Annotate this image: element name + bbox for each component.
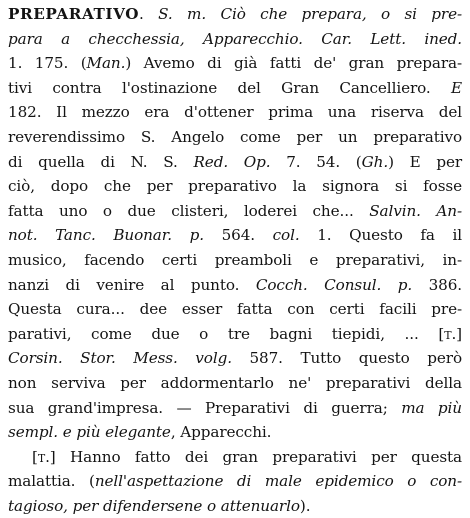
entry-line xyxy=(8,2,462,27)
text-run: fatta uno o due clisteri, loderei che... xyxy=(8,201,370,220)
entry-line xyxy=(8,420,462,445)
entry-line xyxy=(8,371,462,396)
small-caps-run: t. xyxy=(37,447,50,466)
text-run: malattia. ( xyxy=(8,472,95,491)
entry-line xyxy=(8,322,462,347)
entry-line xyxy=(8,150,462,175)
entry-line xyxy=(8,297,462,322)
italic-run: col. xyxy=(272,226,300,245)
italic-run: S. m. Ciò che prepara, o si pre- xyxy=(158,5,462,23)
text-run: 7. 54. ( xyxy=(270,152,362,171)
text-run: 587. Tutto questo però xyxy=(231,349,462,368)
italic-run: Man. xyxy=(86,54,126,73)
text-run: ). xyxy=(299,496,311,515)
italic-run: Salvin. An- xyxy=(369,201,462,220)
text-run: 564. xyxy=(203,226,273,245)
entry-line xyxy=(8,199,462,224)
italic-run: ma più xyxy=(401,398,462,417)
italic-run: nell'aspettazione di male epidemico o con- xyxy=(94,472,462,491)
entry-line xyxy=(8,396,462,421)
text-run: ) E per xyxy=(388,152,462,171)
text-run: reverendissimo S. Angelo come per un preparativo xyxy=(8,127,462,146)
text-run: . xyxy=(139,5,159,23)
entry-line xyxy=(8,223,462,248)
text-run: ciò, dopo che per preparativo la signora si fosse xyxy=(8,177,462,196)
entry-line xyxy=(8,248,462,273)
entry-line xyxy=(8,273,462,298)
entry-line xyxy=(8,494,462,518)
entry-line xyxy=(8,445,462,470)
entry-line xyxy=(8,51,462,76)
text-run: ] Hanno fatto dei gran preparativi per questa xyxy=(49,447,462,466)
italic-run: Corsin. Stor. Mess. volg. xyxy=(8,349,232,368)
text-run: musico, facendo certi preamboli e preparativi, in- xyxy=(8,250,462,269)
italic-run: Red. Op. xyxy=(193,152,271,171)
text-run: ) Avemo di già fatti de' gran prepara- xyxy=(125,54,462,73)
text-run: Questa cura... dee esser fatta con certi facili pre- xyxy=(8,300,462,319)
text-run: parativi, come due o tre bagni tiepidi, ... [ xyxy=(8,324,445,343)
entry-line xyxy=(8,125,462,150)
text-run: 1. Questo fa il xyxy=(299,226,463,245)
text-run: 182. Il mezzo era d'ottener prima una riserva del xyxy=(8,103,462,122)
text-run: 1. 175. ( xyxy=(8,54,87,73)
text-run: 386. xyxy=(412,275,462,294)
text-run: , Apparecchi. xyxy=(170,423,272,442)
text-run: ] xyxy=(456,324,462,343)
italic-run: Gh. xyxy=(361,152,389,171)
text-run: di quella di N. S. xyxy=(8,152,194,171)
text-run: nanzi di venire al punto. xyxy=(8,275,256,294)
italic-run: sempl. e più elegante xyxy=(8,423,171,442)
italic-run: E xyxy=(451,78,462,97)
small-caps-run: t. xyxy=(444,324,457,343)
entry-line xyxy=(8,346,462,371)
italic-run: para a checchessia, Apparecchio. Car. Lett. ined. xyxy=(8,29,462,48)
entry-line xyxy=(8,27,462,52)
italic-run: Cocch. Consul. p. xyxy=(255,275,413,294)
entry-line xyxy=(8,100,462,125)
entry-line xyxy=(8,76,462,101)
entry-line xyxy=(8,469,462,494)
text-run: tivi contra l'ostinazione del Gran Cancelliero. xyxy=(8,78,451,97)
text-run: non serviva per addormentarlo ne' preparativi della xyxy=(8,373,462,392)
italic-run: not. Tanc. Buonar. p. xyxy=(8,226,204,245)
text-run: sua grand'impresa. — Preparativi di guerra; xyxy=(8,398,402,417)
italic-run: tagioso, per difendersene o attenuarlo xyxy=(8,496,300,515)
text-run: [ xyxy=(32,447,38,466)
entry-line xyxy=(8,174,462,199)
headword: PREPARATIVO xyxy=(8,5,140,23)
